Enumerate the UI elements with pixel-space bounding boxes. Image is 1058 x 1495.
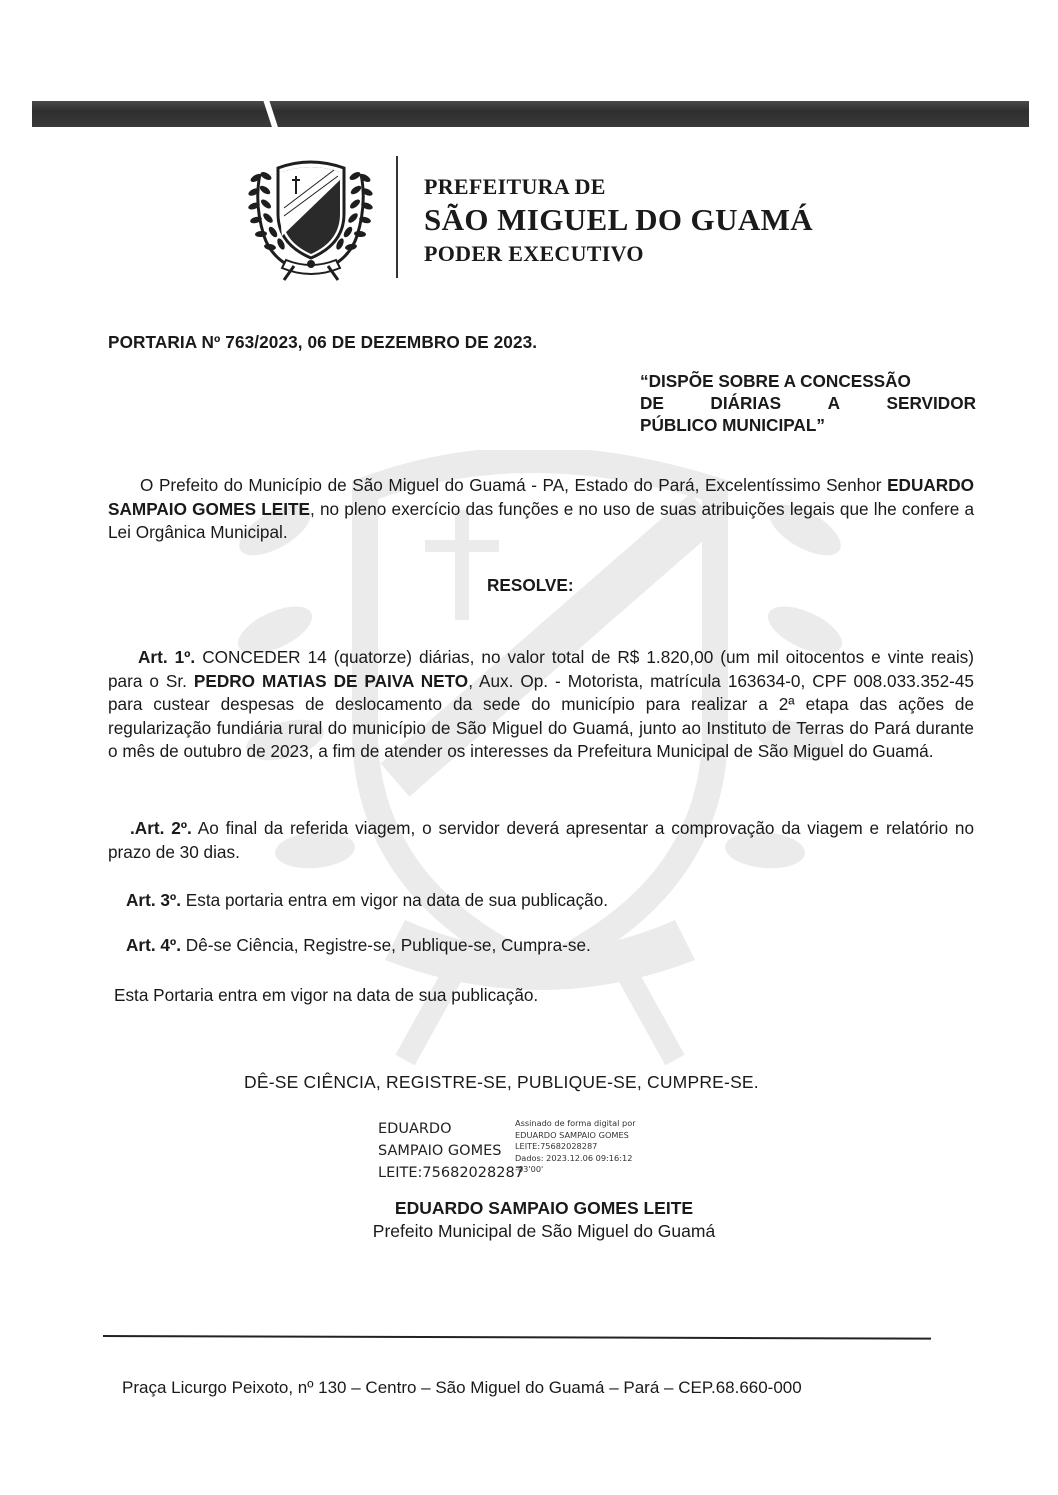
header-branch: PODER EXECUTIVO (424, 241, 644, 266)
signer-name: EDUARDO SAMPAIO GOMES LEITE (394, 1198, 694, 1218)
article-text: CONCEDER 14 (quatorze) diárias, no valor total de R$ 1.820,00 (um mil oitocentos e vinte reais) para o Sr. (108, 647, 974, 691)
article-text: Dê-se Ciência, Registre-se, Publique-se, Cumpra-se. (181, 935, 591, 955)
ementa-line-3: PÚBLICO MUNICIPAL” (640, 415, 825, 435)
article-label: .Art. 2º. (130, 818, 192, 838)
resolve-heading: RESOLVE: (487, 575, 574, 595)
footer-divider (103, 1335, 931, 1340)
article-2 (108, 817, 974, 864)
digital-signature-metadata (515, 1118, 636, 1176)
article-label: Art. 1º. (138, 647, 196, 667)
signer-role: Prefeito Municipal de São Miguel do Guamá (372, 1221, 716, 1241)
header-title-block (424, 174, 813, 268)
preamble-paragraph (108, 474, 974, 545)
signature-name-line: LEITE:75682028287 (378, 1165, 524, 1181)
article-1 (108, 646, 974, 764)
municipal-crest-icon (248, 154, 373, 282)
ementa-word: A (827, 393, 841, 413)
preamble-text: , no pleno exercício das funções e no uso de suas atribuições legais que lhe confere a Lei Orgânica Municipal. (108, 498, 974, 542)
article-3 (126, 890, 608, 911)
ementa-line-1: “DISPÕE SOBRE A CONCESSÃO (640, 371, 911, 391)
ementa-word: DE (640, 393, 664, 413)
signature-meta-line: EDUARDO SAMPAIO GOMES (515, 1129, 629, 1140)
article-4 (126, 935, 591, 956)
signature-meta-line: LEITE:75682028287 (515, 1141, 598, 1151)
digital-signature-name (378, 1118, 524, 1184)
digital-signature (378, 1118, 698, 1190)
signature-meta-line: Assinado de forma digital por (515, 1118, 636, 1128)
preamble-text: O Prefeito do Município de São Miguel do Guamá - PA, Estado do Pará, Excelentíssimo Senhor (140, 475, 888, 495)
portaria-title: PORTARIA Nº 763/2023, 06 DE DEZEMBRO DE 2023. (108, 332, 538, 352)
article-text: Esta portaria entra em vigor na data de sua publicação. (181, 890, 609, 910)
signature-meta-line: -03'00' (515, 1164, 544, 1174)
signature-name-line: EDUARDO (378, 1121, 452, 1137)
signature-meta-line: Dados: 2023.12.06 09:16:12 (515, 1152, 633, 1163)
article-label: Art. 4º. (126, 935, 181, 955)
letterhead (248, 152, 848, 282)
footer-address: Praça Licurgo Peixoto, nº 130 – Centro – São Miguel do Guamá – Pará – CEP.68.660-000 (122, 1378, 802, 1397)
article-label: Art. 3º. (126, 890, 181, 910)
article-text: , Aux. Op. - Motorista, matrícula 163634-0, CPF 008.033.352-45 para custear despesas de deslocamento da sede do município para realizar a 2ª etapa das ações de regularização fundiária rural do município de São Miguel do Guamá, junto ao Instituto de Terras do Pará durante o mês de outubro de 2023, a fim de atender os interesses da Prefeitura Municipal de São Miguel do Guamá. (108, 670, 974, 761)
signature-name-line: SAMPAIO GOMES (378, 1143, 502, 1159)
ementa-word: DIÁRIAS (710, 393, 782, 413)
publication-order: DÊ-SE CIÊNCIA, REGISTRE-SE, PUBLIQUE-SE, CUMPRE-SE. (244, 1072, 759, 1092)
ementa (640, 370, 976, 436)
article-text: Ao final da referida viagem, o servidor deverá apresentar a comprovação da viagem e relatório no prazo de 30 dias. (108, 818, 974, 862)
ementa-word: SERVIDOR (886, 393, 976, 413)
closing-note: Esta Portaria entra em vigor na data de sua publicação. (114, 985, 539, 1005)
header-divider (396, 156, 398, 278)
header-prefeitura: PREFEITURA DE (424, 174, 606, 199)
beneficiary-name: PEDRO MATIAS DE PAIVA NETO (193, 670, 469, 691)
top-banner-band (32, 101, 1029, 127)
header-municipality: SÃO MIGUEL DO GUAMÁ (424, 202, 814, 237)
ementa-line-2 (640, 392, 976, 414)
mayor-name: EDUARDO SAMPAIO GOMES LEITE (108, 475, 974, 519)
